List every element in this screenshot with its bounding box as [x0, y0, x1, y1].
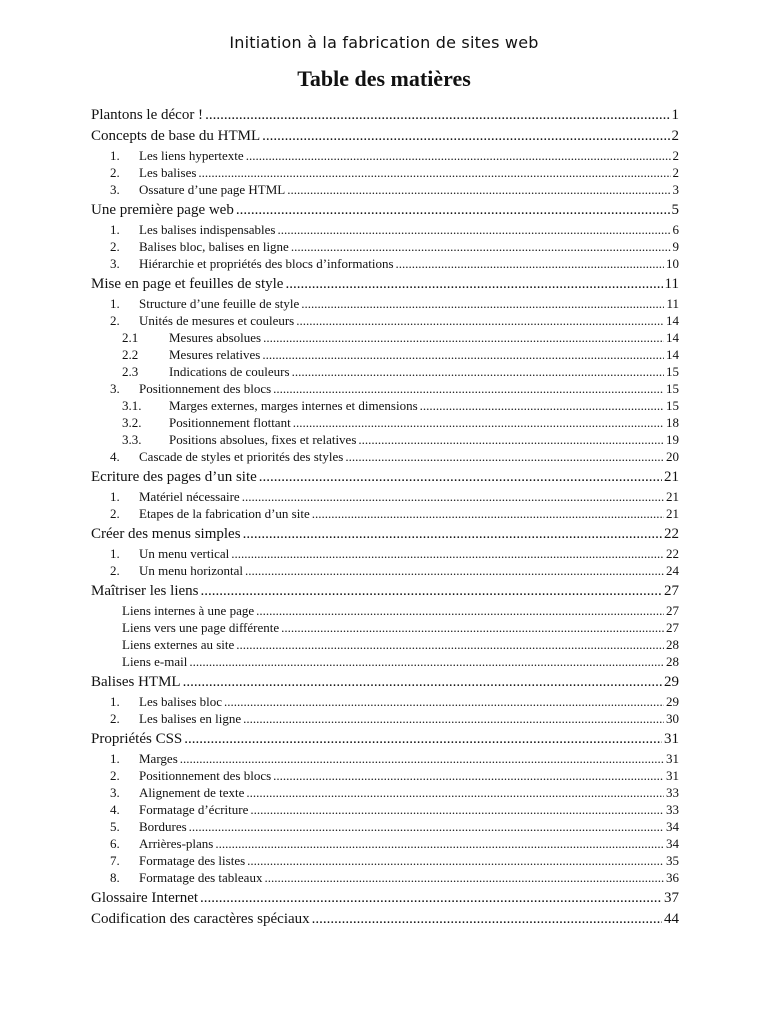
toc-section-entry[interactable]	[91, 346, 679, 363]
toc-page-number: 2	[671, 128, 679, 144]
dot-leader	[291, 238, 671, 255]
toc-section-entry[interactable]	[91, 147, 679, 164]
toc-entry-label: Bordures	[139, 819, 187, 834]
toc-page-number: 9	[672, 239, 679, 254]
dot-leader	[243, 525, 662, 543]
toc-entry-label: Les balises	[139, 165, 197, 180]
dot-leader	[285, 275, 662, 293]
dot-leader	[262, 346, 664, 363]
toc-page-number: 15	[666, 364, 679, 379]
toc-entry-number: 3.	[110, 785, 120, 800]
dot-leader	[312, 910, 662, 928]
toc-section-entry[interactable]	[91, 295, 679, 312]
toc-entry-number: 2.	[110, 165, 120, 180]
toc-chapter-entry[interactable]	[91, 275, 679, 293]
toc-entry-label: Glossaire Internet	[91, 890, 199, 906]
toc-page-number: 2	[672, 165, 679, 180]
toc-page-number: 21	[666, 506, 679, 521]
toc-page-number: 2	[672, 148, 679, 163]
toc-section-entry[interactable]	[91, 164, 679, 181]
toc-entry-number: 1.	[110, 694, 120, 709]
toc-entry-number: 3.3.	[122, 432, 142, 447]
toc-page-number: 30	[666, 711, 679, 726]
toc-entry-label: Marges	[139, 751, 178, 766]
toc-page-number: 14	[666, 313, 679, 328]
toc-section-entry[interactable]	[91, 750, 679, 767]
toc-entry-number: 3.	[110, 256, 120, 271]
toc-page-number: 21	[666, 489, 679, 504]
toc-entry-label: Liens e-mail	[122, 654, 188, 669]
toc-section-entry[interactable]	[91, 448, 679, 465]
dot-leader	[358, 431, 664, 448]
dot-leader	[236, 636, 664, 653]
toc-page-number: 28	[666, 637, 679, 652]
toc-entry-number: 7.	[110, 853, 120, 868]
toc-entry-label: Les balises en ligne	[139, 711, 242, 726]
toc-section-entry[interactable]	[91, 181, 679, 198]
toc-entry-number: 2.1	[122, 330, 139, 345]
table-of-contents	[91, 103, 679, 930]
toc-entry-label: Codification des caractères spéciaux	[91, 911, 310, 927]
toc-entry-label: Concepts de base du HTML	[91, 128, 261, 144]
toc-section-entry[interactable]	[91, 488, 679, 505]
toc-entry-label: Formatage des listes	[139, 853, 246, 868]
toc-page-number: 1	[671, 107, 679, 123]
toc-page-number: 10	[666, 256, 679, 271]
dot-leader	[301, 295, 664, 312]
toc-section-entry[interactable]	[91, 767, 679, 784]
toc-chapter-entry[interactable]	[91, 673, 679, 691]
dot-leader	[180, 750, 664, 767]
toc-page-number: 11	[666, 296, 679, 311]
toc-chapter-entry[interactable]	[91, 730, 679, 748]
toc-page-number: 22	[666, 546, 679, 561]
toc-entry-label: Mise en page et feuilles de style	[91, 276, 284, 292]
dot-leader	[183, 673, 662, 691]
dot-leader	[205, 106, 669, 124]
toc-entry-number: 2.	[110, 768, 120, 783]
toc-page-number: 15	[666, 398, 679, 413]
toc-entry-number: 1.	[110, 751, 120, 766]
toc-page-number: 27	[666, 603, 679, 618]
dot-leader	[246, 784, 664, 801]
toc-section-entry[interactable]	[91, 653, 679, 670]
toc-page-number: 34	[666, 819, 679, 834]
toc-entry-label: Mesures absolues	[169, 330, 262, 345]
toc-page-number: 36	[666, 870, 679, 885]
toc-section-entry[interactable]	[91, 545, 679, 562]
toc-chapter-entry[interactable]	[91, 889, 679, 907]
toc-page-number: 21	[664, 469, 679, 485]
toc-chapter-entry[interactable]	[91, 106, 679, 124]
dot-leader	[264, 869, 664, 886]
toc-page-number: 31	[666, 768, 679, 783]
dot-leader	[273, 767, 664, 784]
dot-leader	[312, 505, 664, 522]
dot-leader	[200, 889, 662, 907]
toc-entry-label: Positions absolues, fixes et relatives	[169, 432, 357, 447]
toc-page-number: 3	[672, 182, 679, 197]
dot-leader	[396, 255, 665, 272]
toc-entry-label: Un menu horizontal	[139, 563, 243, 578]
toc-entry-number: 2.	[110, 711, 120, 726]
toc-page-number: 14	[666, 347, 679, 362]
toc-section-entry[interactable]	[91, 693, 679, 710]
toc-entry-label: Maîtriser les liens	[91, 583, 199, 599]
dot-leader	[292, 363, 664, 380]
toc-page-number: 44	[664, 911, 679, 927]
toc-entry-number: 8.	[110, 870, 120, 885]
dot-leader	[345, 448, 664, 465]
toc-section-entry[interactable]	[91, 380, 679, 397]
dot-leader	[246, 147, 671, 164]
toc-entry-label: Un menu vertical	[139, 546, 230, 561]
toc-entry-number: 5.	[110, 819, 120, 834]
toc-entry-label: Plantons le décor !	[91, 107, 204, 123]
toc-page-number: 19	[666, 432, 679, 447]
toc-entry-label: Les balises indispensables	[139, 222, 276, 237]
toc-section-entry[interactable]	[91, 852, 679, 869]
dot-leader	[273, 380, 664, 397]
toc-section-entry[interactable]	[91, 835, 679, 852]
dot-leader	[198, 164, 670, 181]
dot-leader	[262, 127, 669, 145]
toc-page-number: 15	[666, 381, 679, 396]
toc-page-number: 31	[664, 731, 679, 747]
toc-entry-number: 3.	[110, 381, 120, 396]
toc-page-number: 29	[664, 674, 679, 690]
toc-entry-label: Balises HTML	[91, 674, 181, 690]
toc-section-entry[interactable]	[91, 801, 679, 818]
toc-chapter-entry[interactable]	[91, 127, 679, 145]
toc-entry-label: Positionnement des blocs	[139, 768, 272, 783]
toc-page-number: 33	[666, 802, 679, 817]
toc-page-number: 27	[666, 620, 679, 635]
toc-section-entry[interactable]	[91, 818, 679, 835]
toc-section-entry[interactable]	[91, 710, 679, 727]
toc-entry-number: 2.3	[122, 364, 139, 379]
dot-leader	[236, 201, 670, 219]
dot-leader	[293, 414, 664, 431]
toc-entry-label: Ossature d’une page HTML	[139, 182, 286, 197]
toc-chapter-entry[interactable]	[91, 910, 679, 928]
toc-entry-number: 3.2.	[122, 415, 142, 430]
dot-leader	[245, 562, 664, 579]
toc-entry-number: 2.	[110, 506, 120, 521]
toc-entry-label: Formatage d’écriture	[139, 802, 249, 817]
toc-entry-label: Positionnement flottant	[169, 415, 291, 430]
toc-entry-label: Cascade de styles et priorités des styles	[139, 449, 344, 464]
toc-entry-number: 6.	[110, 836, 120, 851]
toc-entry-label: Alignement de texte	[139, 785, 245, 800]
dot-leader	[256, 602, 664, 619]
toc-entry-label: Les liens hypertexte	[139, 148, 244, 163]
toc-page-number: 6	[672, 222, 679, 237]
toc-entry-number: 4.	[110, 802, 120, 817]
toc-entry-label: Créer des menus simples	[91, 526, 241, 542]
toc-page-number: 34	[666, 836, 679, 851]
dot-leader	[231, 545, 664, 562]
toc-section-entry[interactable]	[91, 363, 679, 380]
running-header: Initiation à la fabrication de sites web	[229, 33, 539, 52]
toc-section-entry[interactable]	[91, 784, 679, 801]
toc-page-number: 24	[666, 563, 679, 578]
toc-section-entry[interactable]	[91, 431, 679, 448]
toc-section-entry[interactable]	[91, 505, 679, 522]
toc-page-number: 31	[666, 751, 679, 766]
toc-section-entry[interactable]	[91, 397, 679, 414]
toc-entry-label: Mesures relatives	[169, 347, 261, 362]
dot-leader	[189, 818, 664, 835]
toc-entry-number: 1.	[110, 222, 120, 237]
toc-section-entry[interactable]	[91, 414, 679, 431]
toc-section-entry[interactable]	[91, 636, 679, 653]
toc-entry-label: Structure d’une feuille de style	[139, 296, 300, 311]
toc-entry-label: Hiérarchie et propriétés des blocs d’informations	[139, 256, 394, 271]
toc-entry-number: 4.	[110, 449, 120, 464]
toc-section-entry[interactable]	[91, 312, 679, 329]
toc-entry-label: Formatage des tableaux	[139, 870, 263, 885]
dot-leader	[215, 835, 664, 852]
toc-section-entry[interactable]	[91, 221, 679, 238]
toc-chapter-entry[interactable]	[91, 525, 679, 543]
toc-entry-label: Indications de couleurs	[169, 364, 290, 379]
dot-leader	[184, 730, 662, 748]
toc-section-entry[interactable]	[91, 869, 679, 886]
toc-entry-label: Marges externes, marges internes et dimensions	[169, 398, 418, 413]
dot-leader	[247, 852, 664, 869]
toc-entry-number: 1.	[110, 489, 120, 504]
toc-entry-label: Positionnement des blocs	[139, 381, 272, 396]
toc-entry-label: Liens internes à une page	[122, 603, 255, 618]
toc-page-number: 14	[666, 330, 679, 345]
dot-leader	[189, 653, 664, 670]
dot-leader	[243, 710, 664, 727]
toc-entry-number: 2.	[110, 239, 120, 254]
toc-chapter-entry[interactable]	[91, 582, 679, 600]
dot-leader	[296, 312, 664, 329]
toc-chapter-entry[interactable]	[91, 468, 679, 486]
toc-entry-label: Matériel nécessaire	[139, 489, 240, 504]
toc-entry-number: 1.	[110, 296, 120, 311]
toc-entry-number: 2.	[110, 563, 120, 578]
dot-leader	[263, 329, 664, 346]
toc-entry-number: 3.1.	[122, 398, 142, 413]
toc-page-number: 20	[666, 449, 679, 464]
toc-entry-label: Propriétés CSS	[91, 731, 183, 747]
toc-entry-label: Liens vers une page différente	[122, 620, 280, 635]
toc-page-number: 33	[666, 785, 679, 800]
toc-page-number: 35	[666, 853, 679, 868]
toc-section-entry[interactable]	[91, 238, 679, 255]
toc-entry-label: Arrières-plans	[139, 836, 214, 851]
toc-page-number: 18	[666, 415, 679, 430]
toc-section-entry[interactable]	[91, 329, 679, 346]
toc-chapter-entry[interactable]	[91, 201, 679, 219]
toc-entry-number: 2.	[110, 313, 120, 328]
dot-leader	[420, 397, 664, 414]
dot-leader	[224, 693, 664, 710]
toc-entry-label: Unités de mesures et couleurs	[139, 313, 295, 328]
toc-entry-label: Etapes de la fabrication d’un site	[139, 506, 310, 521]
toc-entry-number: 2.2	[122, 347, 139, 362]
toc-entry-label: Liens externes au site	[122, 637, 235, 652]
toc-entry-number: 1.	[110, 546, 120, 561]
dot-leader	[287, 181, 670, 198]
toc-entry-number: 1.	[110, 148, 120, 163]
toc-page-number: 29	[666, 694, 679, 709]
toc-section-entry[interactable]	[91, 602, 679, 619]
toc-entry-label: Balises bloc, balises en ligne	[139, 239, 289, 254]
page-title: Table des matières	[297, 66, 471, 91]
toc-page-number: 28	[666, 654, 679, 669]
dot-leader	[200, 582, 662, 600]
dot-leader	[259, 468, 662, 486]
dot-leader	[250, 801, 664, 818]
toc-section-entry[interactable]	[91, 255, 679, 272]
dot-leader	[281, 619, 664, 636]
toc-page-number: 5	[671, 202, 679, 218]
toc-section-entry[interactable]	[91, 619, 679, 636]
toc-entry-label: Les balises bloc	[139, 694, 223, 709]
toc-page-number: 27	[664, 583, 679, 599]
toc-page-number: 37	[664, 890, 679, 906]
toc-entry-label: Une première page web	[91, 202, 234, 218]
toc-section-entry[interactable]	[91, 562, 679, 579]
dot-leader	[277, 221, 670, 238]
dot-leader	[242, 488, 664, 505]
toc-page-number: 11	[664, 276, 679, 292]
toc-entry-number: 3.	[110, 182, 120, 197]
toc-page-number: 22	[664, 526, 679, 542]
toc-entry-label: Ecriture des pages d’un site	[91, 469, 257, 485]
